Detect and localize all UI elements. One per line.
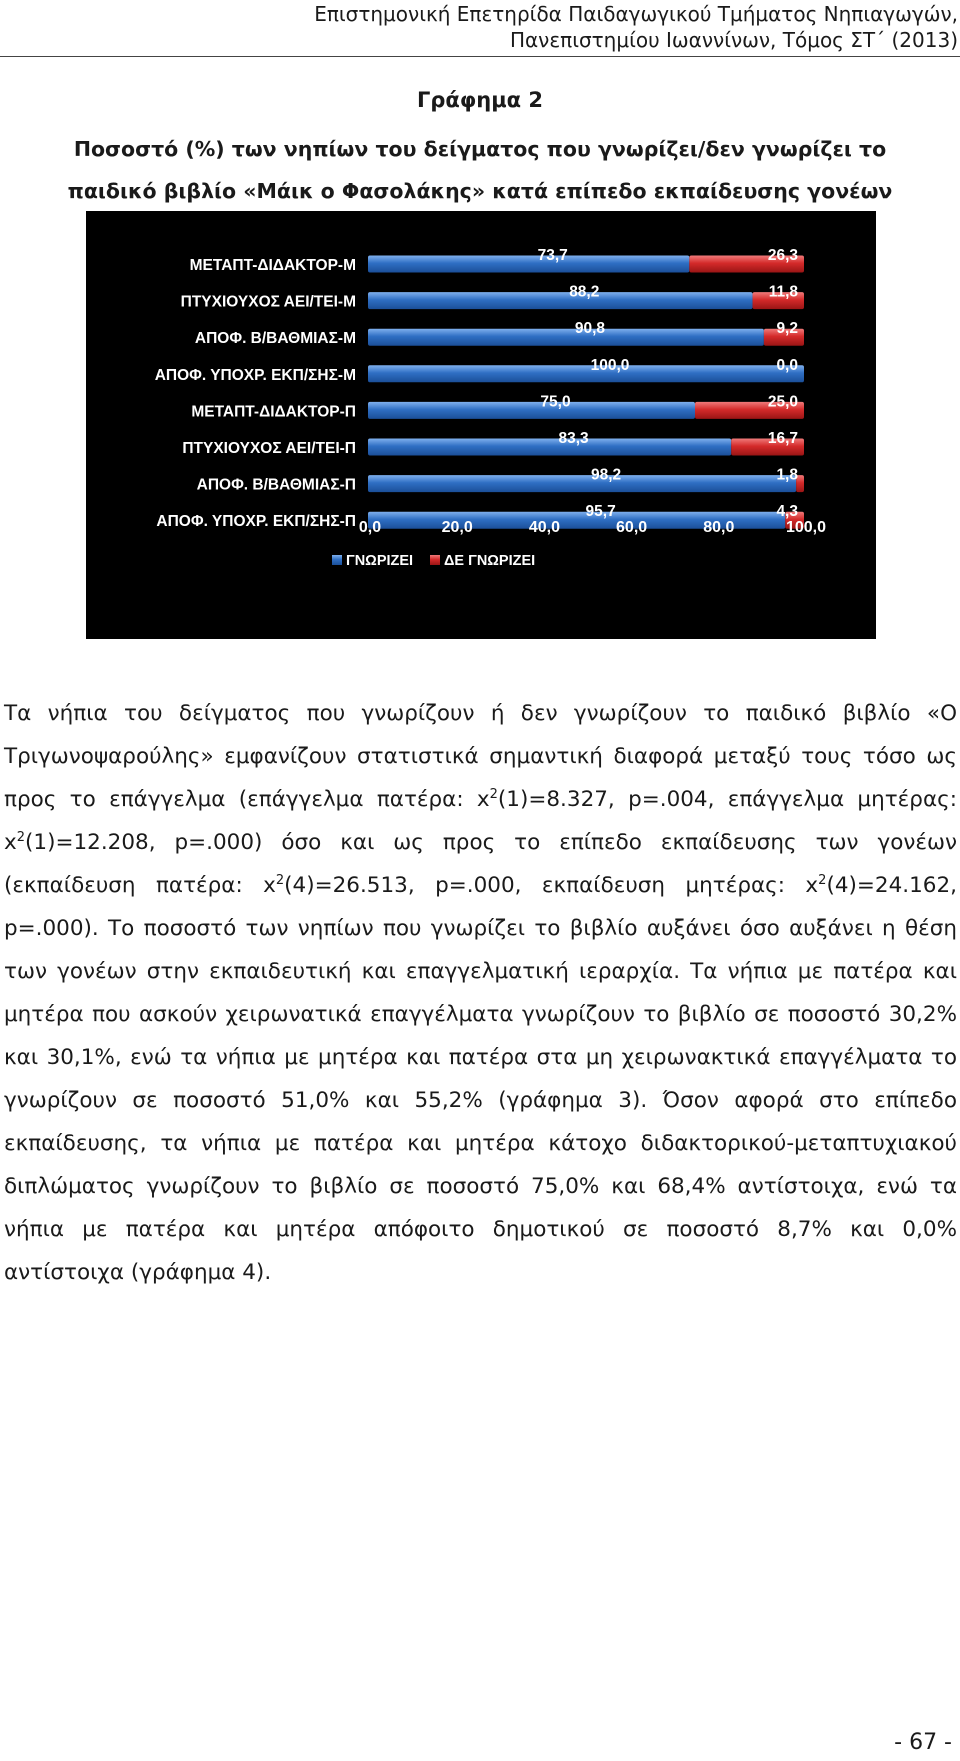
data-label-unknown: 0,0 xyxy=(776,356,798,374)
category-label: ΑΠΟΦ. Β/ΒΑΘΜΙΑΣ-Μ xyxy=(194,330,356,348)
data-label-known: 75,0 xyxy=(540,393,571,411)
bar-known xyxy=(368,329,764,346)
journal-title: Επιστημονική Επετηρίδα Παιδαγωγικού Τμήματος Νηπιαγωγών, xyxy=(314,2,958,26)
data-label-unknown: 25,0 xyxy=(767,393,798,411)
data-label-known: 83,3 xyxy=(558,430,589,447)
bar-chart xyxy=(86,211,876,639)
category-label: ΑΠΟΦ. ΥΠΟΧΡ. ΕΚΠ/ΣΗΣ-Π xyxy=(156,513,356,531)
x-tick-label: 80,0 xyxy=(703,519,735,536)
journal-volume: Πανεπιστημίου Ιωαννίνων, Τόμος ΣΤ΄ (2013) xyxy=(509,28,958,52)
data-label-unknown: 1,8 xyxy=(776,466,798,484)
bar-known xyxy=(368,292,753,309)
bar-known xyxy=(368,402,695,419)
x-tick-label: 100,0 xyxy=(785,519,827,536)
data-label-unknown: 9,2 xyxy=(776,320,798,338)
data-label-unknown: 11,8 xyxy=(768,283,798,301)
legend-swatch xyxy=(430,555,440,565)
x-tick-label: 20,0 xyxy=(441,519,473,536)
data-label-known: 90,8 xyxy=(574,320,606,338)
bar-known xyxy=(368,365,804,382)
data-label-known: 73,7 xyxy=(537,247,568,264)
x-tick-label: 0,0 xyxy=(358,519,382,536)
bar-known xyxy=(368,256,689,273)
chart-background xyxy=(86,211,876,639)
data-label-unknown: 4,3 xyxy=(776,503,798,521)
data-label-known: 98,2 xyxy=(590,466,622,484)
body-paragraph: Τα νήπια του δείγματος που γνωρίζουν ή δεν γνωρίζουν το παιδικό βιβλίο «Ο Τριγωνοψαρούλης» εμφανίζουν στατιστικά σημαντική διαφορά μεταξύ τους τόσο ως προς το επάγγελμα (επάγγελμα πατέρα: $x^2(1)=8.327$, p=.004, επάγγελμα μητέρας: $x^2(1)=12.208$, p=.000) όσο και ως προς το επίπεδο εκπαίδευσης των γονέων (εκπαίδευση πατέρα: $x^2(4)=26.513$, p=.000, εκπαίδευση μητέρας: $x^2(4)=24.162$, p=.000). Το ποσοστό των νηπίων που γνωρίζει το βιβλίο αυξάνει όσο αυξάνει η θέση των γονέων στην εκπαιδευτική και επαγγελματική ιεραρχία. Τα νήπια με πατέρα και μητέρα που ασκούν χειρωνατικά επαγγέλματα γνωρίζουν το βιβλίο σε ποσοστό 30,2% και 30,1%, ενώ τα νήπια με μητέρα και πατέρα στα μη χειρωνακτικά επαγγέλματα το γνωρίζουν σε ποσοστό 51,0% και 55,2% (γράφημα 3). Όσον αφορά στο επίπεδο εκπαίδευσης, τα νήπια με πατέρα και μητέρα κάτοχο διδακτορικού-μεταπτυχιακού διπλώματος γνωρίζουν το βιβλίο σε ποσοστό 75,0% και 68,4% αντίστοιχα, ενώ τα νήπια με πατέρα και μητέρα απόφοιτο δημοτικού σε ποσοστό 8,7% και 0,0% αντίστοιχα (γράφημα 4). xyxy=(4,701,957,1285)
x-tick-label: 40,0 xyxy=(528,519,560,536)
category-label: ΠΤΥΧΙΟΥΧΟΣ ΑΕΙ/ΤΕΙ-Π xyxy=(182,440,356,457)
legend-label: ΔΕ ΓΝΩΡΙΖΕΙ xyxy=(444,553,536,569)
chart-svg xyxy=(86,211,876,639)
data-label-known: 88,2 xyxy=(569,283,600,301)
legend-label: ΓΝΩΡΙΖΕΙ xyxy=(346,553,414,569)
data-label-unknown: 26,3 xyxy=(767,247,798,264)
data-label-unknown: 16,7 xyxy=(767,430,798,447)
category-label: ΜΕΤΑΠΤ-ΔΙΔΑΚΤΟΡ-Π xyxy=(191,403,356,421)
running-header xyxy=(0,0,960,57)
data-label-known: 95,7 xyxy=(585,503,616,521)
figure-title: Ποσοστό (%) των νηπίων του δείγματος που γνωρίζει/δεν γνωρίζει το παιδικό βιβλίο «Μάικ ο Φασολάκης» κατά επίπεδο εκπαίδευσης γονέων xyxy=(67,137,893,203)
page-number: - 67 - xyxy=(894,1730,952,1755)
legend-swatch xyxy=(332,555,342,565)
x-tick-label: 60,0 xyxy=(616,519,648,536)
category-label: ΜΕΤΑΠΤ-ΔΙΔΑΚΤΟΡ-Μ xyxy=(189,257,356,274)
bar-known xyxy=(368,475,796,492)
category-label: ΑΠΟΦ. ΥΠΟΧΡ. ΕΚΠ/ΣΗΣ-Μ xyxy=(154,366,356,384)
category-label: ΠΤΥΧΙΟΥΧΟΣ ΑΕΙ/ΤΕΙ-Μ xyxy=(180,293,356,311)
category-label: ΑΠΟΦ. Β/ΒΑΘΜΙΑΣ-Π xyxy=(196,476,356,494)
figure-label: Γράφημα 2 xyxy=(416,88,544,112)
bar-known xyxy=(368,439,731,456)
data-label-known: 100,0 xyxy=(590,356,630,374)
